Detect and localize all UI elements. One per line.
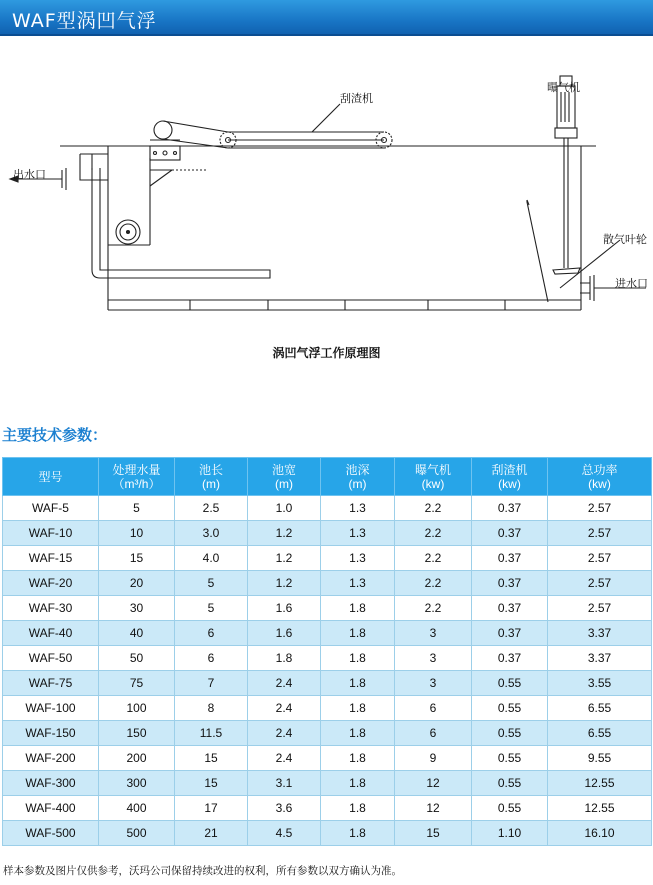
weir (150, 170, 172, 186)
table-cell: 0.37 (472, 571, 548, 596)
table-cell: WAF-150 (3, 721, 99, 746)
table-cell: 2.57 (548, 546, 652, 571)
table-cell: 6 (175, 646, 248, 671)
table-cell: WAF-15 (3, 546, 99, 571)
table-cell: 15 (175, 746, 248, 771)
label-scraper: 刮渣机 (340, 92, 373, 105)
table-cell: 3 (395, 621, 472, 646)
table-cell: WAF-20 (3, 571, 99, 596)
principle-diagram (0, 70, 653, 335)
table-cell: 0.55 (472, 746, 548, 771)
table-cell: 6 (175, 621, 248, 646)
column-header (3, 458, 99, 496)
label-aerator: 曝气机 (547, 81, 580, 94)
table-cell: 11.5 (175, 721, 248, 746)
table-cell: 3.1 (248, 771, 321, 796)
table-cell: 2.4 (248, 746, 321, 771)
table-cell: 50 (99, 646, 175, 671)
table-cell: 2.57 (548, 596, 652, 621)
column-header-name: 总功率 (581, 462, 618, 477)
page-title: WAF型涡凹气浮 (12, 10, 157, 32)
table-cell: 150 (99, 721, 175, 746)
table-cell: 0.55 (472, 721, 548, 746)
column-header-name: 曝气机 (414, 462, 451, 477)
table-cell: WAF-5 (3, 496, 99, 521)
table-cell: 1.6 (248, 596, 321, 621)
return-pipe (92, 168, 270, 278)
table-cell: WAF-40 (3, 621, 99, 646)
table-cell: 1.8 (321, 646, 395, 671)
column-header-unit: (kw) (421, 476, 445, 491)
column-header-unit: (kw) (588, 476, 611, 491)
table-cell: 3.55 (548, 671, 652, 696)
table-row (3, 521, 652, 546)
table-cell: 1.8 (321, 596, 395, 621)
table-cell: 3.6 (248, 796, 321, 821)
table-cell: 500 (99, 821, 175, 846)
table-cell: 2.57 (548, 571, 652, 596)
table-cell: 1.3 (321, 546, 395, 571)
table-cell: 0.37 (472, 521, 548, 546)
table-cell: 30 (99, 596, 175, 621)
table-cell: 3.37 (548, 621, 652, 646)
column-header-name: 池长 (198, 462, 223, 477)
table-cell: 0.55 (472, 796, 548, 821)
table-cell: WAF-500 (3, 821, 99, 846)
table-cell: 3 (395, 671, 472, 696)
header-bar (0, 0, 653, 36)
table-body (3, 496, 652, 846)
column-header-unit: (m) (348, 476, 367, 491)
table-cell: WAF-100 (3, 696, 99, 721)
table-cell: WAF-30 (3, 596, 99, 621)
impeller (553, 268, 580, 274)
table-cell: WAF-300 (3, 771, 99, 796)
table-cell: 20 (99, 571, 175, 596)
bottom-dividers (190, 300, 505, 310)
table-cell: 15 (99, 546, 175, 571)
table-cell: 6.55 (548, 696, 652, 721)
table-cell: 16.10 (548, 821, 652, 846)
table-cell: WAF-75 (3, 671, 99, 696)
column-header-unit: (kw) (498, 476, 521, 491)
table-cell: 1.8 (321, 671, 395, 696)
table-cell: 1.8 (321, 621, 395, 646)
table-cell: WAF-400 (3, 796, 99, 821)
table-row (3, 621, 652, 646)
table-cell: 2.2 (395, 496, 472, 521)
table-cell: 1.6 (248, 621, 321, 646)
column-header-unit: (m) (275, 476, 293, 491)
column-header-name: 刮渣机 (491, 462, 528, 477)
table-cell: 9.55 (548, 746, 652, 771)
table-row (3, 496, 652, 521)
column-header (548, 458, 652, 496)
table-cell: 0.37 (472, 596, 548, 621)
inlet-flange (590, 275, 594, 301)
table-cell: 12.55 (548, 771, 652, 796)
table-header-row (3, 458, 652, 496)
table-cell: 2.2 (395, 546, 472, 571)
aerator-shaft (564, 138, 568, 268)
diagram-caption: 涡凹气浮工作原理图 (272, 346, 381, 360)
column-header (175, 458, 248, 496)
table-cell: 3.0 (175, 521, 248, 546)
table-cell: 15 (395, 821, 472, 846)
table-cell: 2.2 (395, 596, 472, 621)
table-cell: 7 (175, 671, 248, 696)
column-header-unit: （m³/h） (112, 476, 161, 491)
table-cell: 2.4 (248, 721, 321, 746)
table-cell: 1.8 (321, 771, 395, 796)
column-header (99, 458, 175, 496)
params-table (2, 457, 652, 846)
table-cell: 1.10 (472, 821, 548, 846)
table-row (3, 646, 652, 671)
scraper-chain (163, 121, 384, 148)
table-cell: 1.8 (321, 746, 395, 771)
table-cell: 0.37 (472, 546, 548, 571)
column-header (321, 458, 395, 496)
table-cell: 100 (99, 696, 175, 721)
table-cell: WAF-10 (3, 521, 99, 546)
column-header-name: 池宽 (271, 462, 296, 477)
column-header (248, 458, 321, 496)
table-cell: 6 (395, 696, 472, 721)
table-cell: 2.4 (248, 696, 321, 721)
table-cell: 21 (175, 821, 248, 846)
column-header-unit: (m) (202, 476, 220, 491)
table-row (3, 546, 652, 571)
slope-line (527, 200, 548, 302)
outlet-flange (62, 168, 66, 190)
table-cell: 10 (99, 521, 175, 546)
table-row (3, 696, 652, 721)
table-row (3, 821, 652, 846)
label-inlet: 进水口 (615, 277, 648, 290)
table-row (3, 596, 652, 621)
table-cell: 6 (395, 721, 472, 746)
drive-wheel (154, 121, 172, 139)
table-cell: 8 (175, 696, 248, 721)
table-cell: 5 (175, 596, 248, 621)
table-cell: 300 (99, 771, 175, 796)
table-cell: 2.57 (548, 521, 652, 546)
table-cell: 17 (175, 796, 248, 821)
table-row (3, 771, 652, 796)
table-cell: 1.8 (321, 821, 395, 846)
column-header (395, 458, 472, 496)
table-cell: WAF-50 (3, 646, 99, 671)
table-cell: 1.3 (321, 521, 395, 546)
table-cell: 1.8 (321, 696, 395, 721)
table-cell: 12 (395, 796, 472, 821)
footnote: 样本参数及图片仅供参考，沃玛公司保留持续改进的权利，所有参数以双方确认为准。 (3, 865, 402, 877)
column-header-name: 型号 (38, 469, 63, 484)
table-cell: 0.55 (472, 671, 548, 696)
table-cell: 2.5 (175, 496, 248, 521)
table-cell: 4.5 (248, 821, 321, 846)
table-cell: 2.2 (395, 521, 472, 546)
table-cell: 3.37 (548, 646, 652, 671)
table-cell: 0.37 (472, 621, 548, 646)
table-cell: 1.8 (321, 721, 395, 746)
table-row (3, 721, 652, 746)
table-cell: 75 (99, 671, 175, 696)
table-cell: 1.3 (321, 571, 395, 596)
table-cell: 1.2 (248, 571, 321, 596)
table-cell: 4.0 (175, 546, 248, 571)
label-impeller: 散气叶轮 (603, 233, 647, 246)
table-cell: 12.55 (548, 796, 652, 821)
table-cell: 3 (395, 646, 472, 671)
table-cell: 200 (99, 746, 175, 771)
params-section-title: 主要技术参数： (2, 426, 108, 444)
table-cell: 1.2 (248, 521, 321, 546)
table-row (3, 671, 652, 696)
table-cell: 0.55 (472, 696, 548, 721)
table-cell: 6.55 (548, 721, 652, 746)
table-cell: 2.4 (248, 671, 321, 696)
table-cell: 5 (175, 571, 248, 596)
table-cell: 0.55 (472, 771, 548, 796)
table-cell: 2.2 (395, 571, 472, 596)
column-header-name: 处理水量 (112, 462, 161, 477)
table-cell: 1.2 (248, 546, 321, 571)
column-header-name: 池深 (345, 462, 370, 477)
outlet-chamber (80, 154, 108, 180)
drive-base (150, 146, 180, 160)
table-row (3, 571, 652, 596)
table-cell: 2.57 (548, 496, 652, 521)
header-underline (0, 34, 653, 36)
column-header (472, 458, 548, 496)
table-cell: 40 (99, 621, 175, 646)
table-cell: 9 (395, 746, 472, 771)
table-cell: 15 (175, 771, 248, 796)
table-cell: WAF-200 (3, 746, 99, 771)
table-cell: 1.8 (321, 796, 395, 821)
table-cell: 1.8 (248, 646, 321, 671)
table-cell: 1.3 (321, 496, 395, 521)
table-cell: 400 (99, 796, 175, 821)
table-cell: 5 (99, 496, 175, 521)
table-cell: 0.37 (472, 496, 548, 521)
table-row (3, 796, 652, 821)
label-outlet: 出水口 (13, 168, 46, 181)
table-cell: 1.0 (248, 496, 321, 521)
table-cell: 12 (395, 771, 472, 796)
table-row (3, 746, 652, 771)
table-cell: 0.37 (472, 646, 548, 671)
